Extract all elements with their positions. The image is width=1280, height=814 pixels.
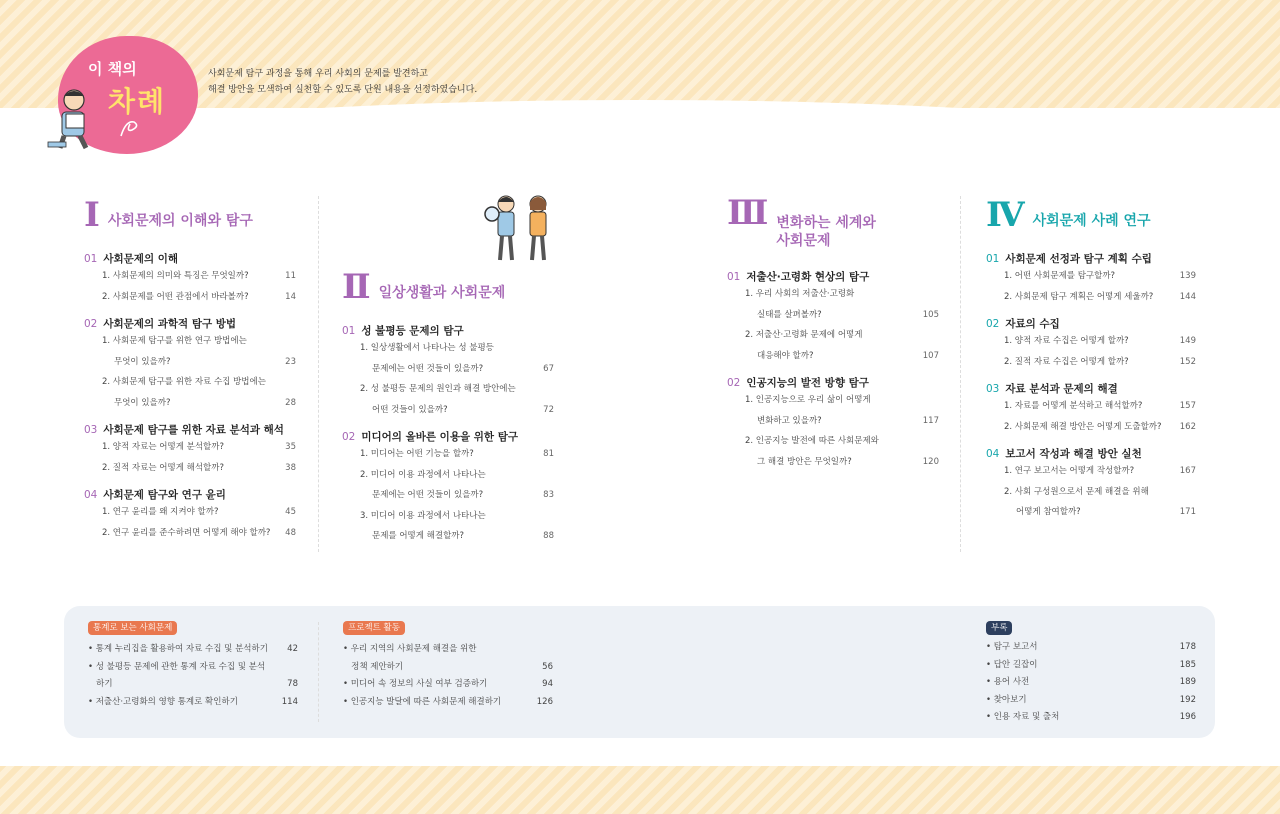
toc-chapter[interactable] <box>986 317 1196 372</box>
entry-text: 1. 미디어는 어떤 기능을 할까? <box>360 449 474 459</box>
entry-page: 162 <box>1179 421 1196 432</box>
chapter-title: 성 불평등 문제의 탐구 <box>361 325 464 337</box>
magnifier-people-illustration <box>480 192 560 264</box>
item-text: • 미디어 속 정보의 사실 여부 검증하기 <box>343 679 488 689</box>
entry-text: 1. 일상생활에서 나타나는 성 불평등 <box>360 343 494 353</box>
entry-page: 81 <box>543 449 554 459</box>
entry-text: 1. 인공지능으로 우리 삶이 어떻게 <box>745 395 871 405</box>
item-text: • 인용 자료 및 출처 <box>986 712 1060 722</box>
section-title <box>986 195 1196 235</box>
toc-entry[interactable] <box>342 506 554 527</box>
chapter-title: 사회문제 선정과 탐구 계획 수립 <box>1005 253 1152 265</box>
section-1 <box>84 195 296 543</box>
item-page: 78 <box>287 679 298 689</box>
toc-chapter[interactable] <box>342 324 554 420</box>
item-text: • 저출산·고령화의 영향 통계로 확인하기 <box>88 696 238 707</box>
chapter-title: 저출산·고령화 현상의 탐구 <box>746 271 870 283</box>
swirl-decoration <box>118 116 142 140</box>
item-page: 189 <box>1179 677 1196 687</box>
entry-text: 1. 어떤 사회문제를 탐구할까? <box>1004 271 1116 281</box>
list-item[interactable] <box>343 641 553 659</box>
toc-entry[interactable] <box>342 444 554 465</box>
section-name-line: 사회문제 <box>776 233 831 249</box>
item-text: • 답안 길잡이 <box>986 659 1038 670</box>
entry-text: 문제에는 어떤 것들이 있을까? <box>372 363 484 374</box>
entry-page: 45 <box>285 507 296 517</box>
toc-chapter[interactable] <box>986 252 1196 307</box>
entry-text: 1. 양적 자료 수집은 어떻게 할까? <box>1004 336 1129 346</box>
intro-text <box>208 66 477 98</box>
toc-entry[interactable] <box>986 417 1196 438</box>
chapter-num: 02 <box>727 377 741 389</box>
section-2 <box>342 267 554 547</box>
section-name <box>776 198 876 250</box>
toc-chapter[interactable] <box>84 317 296 413</box>
toc-entry-cont[interactable] <box>986 502 1196 523</box>
chapter-num: 03 <box>986 383 1000 395</box>
project-list <box>343 621 553 711</box>
item-page: 192 <box>1179 694 1196 705</box>
list-item[interactable] <box>986 657 1196 675</box>
entry-text: 변화하고 있을까? <box>757 415 822 426</box>
entry-text: 실태를 살펴볼까? <box>757 309 822 320</box>
section-roman: Ⅱ <box>342 267 371 307</box>
toc-entry[interactable] <box>986 352 1196 373</box>
entry-text: 1. 양적 자료는 어떻게 분석할까? <box>102 442 224 452</box>
list-item[interactable] <box>986 692 1196 710</box>
entry-text: 1. 사회문제의 의미와 특징은 무엇일까? <box>102 271 249 281</box>
entry-text: 2. 사회문제 탐구를 위한 자료 수집 방법에는 <box>102 377 266 387</box>
toc-entry-cont[interactable] <box>342 400 554 421</box>
chapter-num: 01 <box>986 253 1000 265</box>
section-roman: Ⅲ <box>727 193 769 233</box>
entry-text: 2. 미디어 이용 과정에서 나타나는 <box>360 469 486 480</box>
entry-page: 83 <box>543 490 554 500</box>
toc-chapter[interactable] <box>342 430 554 547</box>
intro-line2: 해결 방안을 모색하여 실천할 수 있도록 단원 내용을 선정하였습니다. <box>208 85 478 95</box>
list-item[interactable] <box>88 641 298 659</box>
chapter-title: 자료 분석과 문제의 해결 <box>1005 383 1118 395</box>
stats-list <box>88 621 298 711</box>
chapter-title: 사회문제 탐구와 연구 윤리 <box>103 489 226 501</box>
item-text: • 통계 누리집을 활용하여 자료 수집 및 분석하기 <box>88 644 268 654</box>
entry-page: 144 <box>1179 291 1196 302</box>
section-name <box>108 212 253 230</box>
chapter-title: 사회문제 탐구를 위한 자료 분석과 해석 <box>103 424 284 436</box>
toc-entry[interactable] <box>986 331 1196 352</box>
entry-text: 3. 미디어 이용 과정에서 나타나는 <box>360 510 486 521</box>
item-text: 하기 <box>88 679 113 689</box>
section-4 <box>986 195 1196 523</box>
list-item[interactable] <box>88 659 298 677</box>
entry-text: 무엇이 있을까? <box>114 356 171 367</box>
entry-page: 38 <box>285 462 296 473</box>
column-divider <box>318 196 319 552</box>
list-item[interactable] <box>343 659 553 677</box>
chapter-title: 인공지능의 발전 방향 탐구 <box>746 377 869 389</box>
item-text: • 성 불평등 문제에 관한 통계 자료 수집 및 분석 <box>88 661 266 672</box>
chapter-num: 02 <box>986 318 1000 330</box>
entry-page: 88 <box>543 531 554 541</box>
toc-entry[interactable] <box>84 266 296 287</box>
item-page: 42 <box>287 644 298 654</box>
chapter-title: 미디어의 올바른 이용을 위한 탐구 <box>361 431 518 443</box>
entry-text: 그 해결 방안은 무엇일까? <box>757 456 852 467</box>
list-item[interactable] <box>343 694 553 712</box>
chapter-num: 04 <box>84 489 98 501</box>
toc-chapter[interactable] <box>84 252 296 307</box>
entry-page: 157 <box>1179 401 1196 411</box>
item-text: • 용어 사전 <box>986 677 1030 687</box>
project-tag: 프로젝트 활동 <box>343 621 405 635</box>
intro-line1: 사회문제 탐구 과정을 통해 우리 사회의 문제를 발견하고 <box>208 69 428 79</box>
section-title <box>342 267 554 307</box>
toc-entry-cont[interactable] <box>727 452 939 473</box>
toc-entry[interactable] <box>84 437 296 458</box>
item-text: • 탐구 보고서 <box>986 642 1038 652</box>
section-title <box>727 193 939 250</box>
entry-text: 문제를 어떻게 해결할까? <box>372 531 465 541</box>
toc-entry-cont[interactable] <box>727 305 939 326</box>
section-name <box>1033 212 1151 230</box>
toc-entry[interactable] <box>342 338 554 359</box>
entry-text: 무엇이 있을까? <box>114 397 171 408</box>
entry-page: 149 <box>1179 336 1196 346</box>
entry-page: 120 <box>922 456 939 467</box>
toc-entry[interactable] <box>342 379 554 400</box>
entry-page: 11 <box>285 271 296 281</box>
panel-divider <box>318 622 319 722</box>
entry-text: 대응해야 할까? <box>757 350 814 361</box>
section-name-line: 일상생활과 사회문제 <box>378 285 506 301</box>
list-item[interactable] <box>88 676 298 694</box>
toc-entry[interactable] <box>727 325 939 346</box>
chapter-title: 사회문제의 이해 <box>103 253 179 265</box>
chapter-title: 사회문제의 과학적 탐구 방법 <box>103 318 237 330</box>
entry-page: 48 <box>285 527 296 538</box>
toc-entry[interactable] <box>986 482 1196 503</box>
toc-chapter[interactable] <box>84 488 296 543</box>
entry-page: 72 <box>543 404 554 415</box>
chapter-num: 02 <box>84 318 98 330</box>
entry-text: 2. 질적 자료 수집은 어떻게 할까? <box>1004 356 1129 367</box>
item-page: 114 <box>281 696 298 707</box>
entry-page: 167 <box>1179 466 1196 476</box>
chapter-num: 01 <box>727 271 741 283</box>
entry-page: 152 <box>1179 356 1196 367</box>
chapter-num: 03 <box>84 424 98 436</box>
section-name-line: 사회문제 사례 연구 <box>1032 213 1151 229</box>
section-roman: Ⅰ <box>84 195 100 235</box>
section-roman: Ⅳ <box>986 195 1025 235</box>
entry-text: 1. 연구 보고서는 어떻게 작성할까? <box>1004 466 1135 476</box>
item-page: 126 <box>536 696 553 707</box>
item-page: 94 <box>542 679 553 689</box>
toc-entry[interactable] <box>727 390 939 411</box>
section-name-line: 변화하는 세계와 <box>776 215 876 231</box>
entry-text: 2. 사회문제 탐구 계획은 어떻게 세울까? <box>1004 291 1154 302</box>
toc-entry-cont[interactable] <box>727 346 939 367</box>
entry-page: 171 <box>1179 507 1196 517</box>
stats-tag: 통계로 보는 사회문제 <box>88 621 177 635</box>
entry-page: 23 <box>285 356 296 367</box>
entry-page: 139 <box>1179 271 1196 281</box>
appendix-list <box>986 621 1196 727</box>
entry-text: 2. 사회 구성원으로서 문제 해결을 위해 <box>1004 486 1149 497</box>
list-item[interactable] <box>986 674 1196 692</box>
entry-text: 1. 사회문제 탐구를 위한 연구 방법에는 <box>102 336 247 346</box>
item-page: 185 <box>1179 659 1196 670</box>
toc-chapter[interactable] <box>727 376 939 472</box>
toc-entry[interactable] <box>727 431 939 452</box>
chapter-num: 01 <box>84 253 98 265</box>
toc-entry-cont[interactable] <box>727 411 939 432</box>
badge-line1: 이 책의 <box>88 60 137 78</box>
badge-line2: 차례 <box>108 85 167 118</box>
item-text: 정책 제안하기 <box>343 661 404 672</box>
section-name <box>379 284 506 302</box>
item-text: • 찾아보기 <box>986 694 1027 705</box>
section-3 <box>727 193 939 472</box>
entry-page: 107 <box>922 350 939 361</box>
chapter-num: 02 <box>342 431 356 443</box>
entry-text: 2. 사회문제를 어떤 관점에서 바라볼까? <box>102 291 249 302</box>
toc-entry-cont[interactable] <box>84 352 296 373</box>
entry-text: 1. 연구 윤리를 왜 지켜야 할까? <box>102 507 219 517</box>
item-page: 56 <box>542 661 553 672</box>
entry-text: 2. 성 불평등 문제의 원인과 해결 방안에는 <box>360 384 516 394</box>
chapter-num: 01 <box>342 325 356 337</box>
toc-entry[interactable] <box>84 523 296 544</box>
list-item[interactable] <box>88 694 298 712</box>
chapter-num: 04 <box>986 448 1000 460</box>
entry-page: 117 <box>922 415 939 426</box>
chapter-title: 자료의 수집 <box>1005 318 1060 330</box>
toc-entry[interactable] <box>84 502 296 523</box>
toc-chapter[interactable] <box>986 382 1196 437</box>
entry-text: 2. 사회문제 해결 방안은 어떻게 도출할까? <box>1004 421 1162 432</box>
toc-entry[interactable] <box>84 287 296 308</box>
entry-page: 105 <box>922 309 939 320</box>
toc-chapter[interactable] <box>986 447 1196 523</box>
entry-text: 1. 자료를 어떻게 분석하고 해석할까? <box>1004 401 1143 411</box>
toc-chapter[interactable] <box>84 423 296 478</box>
entry-page: 14 <box>285 291 296 302</box>
section-name-line: 사회문제의 이해와 탐구 <box>107 213 253 229</box>
entry-text: 어떻게 참여할까? <box>1016 507 1081 517</box>
toc-entry[interactable] <box>342 465 554 486</box>
entry-text: 2. 연구 윤리를 준수하려면 어떻게 해야 할까? <box>102 527 271 538</box>
entry-page: 35 <box>285 442 296 452</box>
appendix-tag: 부록 <box>986 621 1012 635</box>
toc-entry[interactable] <box>84 372 296 393</box>
item-page: 196 <box>1179 712 1196 722</box>
item-page: 178 <box>1179 642 1196 652</box>
toc-entry[interactable] <box>986 396 1196 417</box>
entry-text: 어떤 것들이 있을까? <box>372 404 448 415</box>
entry-text: 2. 질적 자료는 어떻게 해석할까? <box>102 462 224 473</box>
entry-text: 문제에는 어떤 것들이 있을까? <box>372 490 484 500</box>
toc-entry[interactable] <box>727 284 939 305</box>
item-text: • 우리 지역의 사회문제 해결을 위한 <box>343 644 477 654</box>
toc-entry-cont[interactable] <box>342 485 554 506</box>
toc-entry[interactable] <box>986 461 1196 482</box>
toc-entry[interactable] <box>986 266 1196 287</box>
item-text: • 인공지능 발달에 따른 사회문제 해결하기 <box>343 696 502 707</box>
list-item[interactable] <box>986 639 1196 657</box>
entry-text: 2. 저출산·고령화 문제에 어떻게 <box>745 330 863 340</box>
reading-student-illustration <box>46 86 106 152</box>
entry-page: 67 <box>543 363 554 374</box>
section-title <box>84 195 296 235</box>
toc-chapter[interactable] <box>727 270 939 366</box>
entry-page: 28 <box>285 397 296 408</box>
entry-text: 1. 우리 사회의 저출산·고령화 <box>745 289 855 299</box>
toc-entry[interactable] <box>84 458 296 479</box>
list-item[interactable] <box>343 676 553 694</box>
toc-entry[interactable] <box>84 331 296 352</box>
toc-entry-cont[interactable] <box>342 359 554 380</box>
list-item[interactable] <box>986 709 1196 727</box>
toc-entry-cont[interactable] <box>84 393 296 414</box>
column-divider <box>960 196 961 552</box>
entry-text: 2. 인공지능 발전에 따른 사회문제와 <box>745 436 879 446</box>
toc-entry[interactable] <box>986 287 1196 308</box>
toc-entry-cont[interactable] <box>342 526 554 547</box>
chapter-title: 보고서 작성과 해결 방안 실천 <box>1005 448 1142 460</box>
